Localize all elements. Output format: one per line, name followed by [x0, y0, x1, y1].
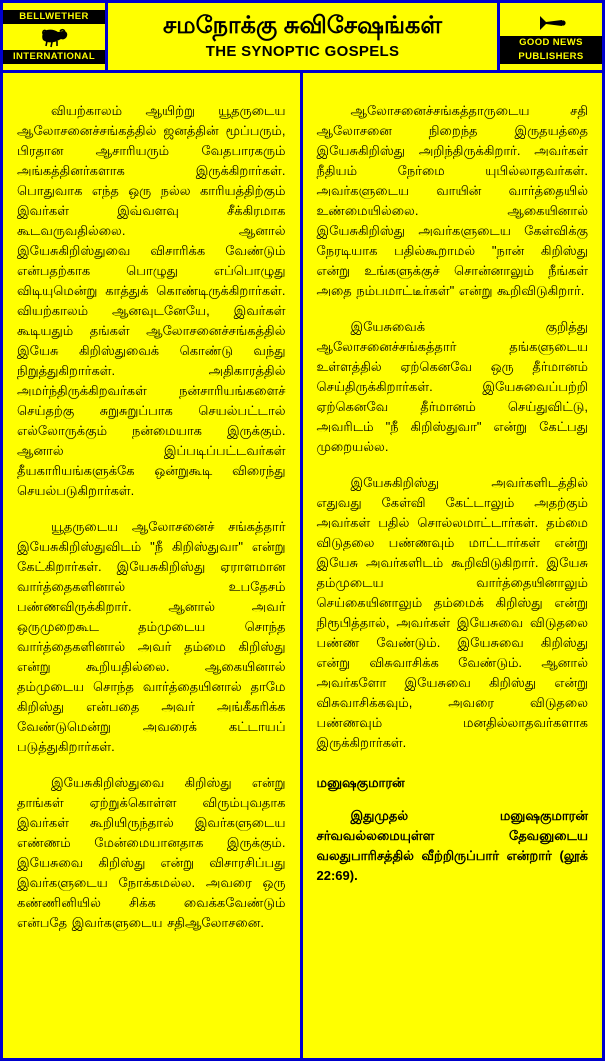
goodnews-name-banner: GOOD NEWS	[500, 36, 602, 50]
paragraph: வியற்காலம் ஆயிற்று யூதருடைய ஆலோசனைச்சங்கத்தில் ஜனத்தின் மூப்பரும், பிரதான ஆசாரியரும் வேதபாரகரும் அங்கத்தினர்களாக இருக்கிறார்கள். பொதுவாக எந்த ஒரு நல்ல காரியத்திற்கும் இவர்கள் இவ்வளவு சீக்கிரமாக கூடவருவதில்லை. ஆனால் இயேசுகிறிஸ்துவை விசாரிக்க வேண்டும் என்பதற்காக பொழுது எப்பொழுது விடியுமென்று காத்துக் கொண்டிருக்கிறார்கள். வியற்காலம் ஆனவுடனேயே, இவர்கள் கூடியதும் தங்கள் ஆலோசனைச்சங்கத்தில் இயேசு கிறிஸ்துவைக் கொண்டு வந்து நிறுத்துகிறார்கள். அதிகாரத்தில் அமர்ந்திருக்கிறவர்கள் நன்சாரியங்களைச் செய்தற்கு சுறுசுறுப்பாக செயல்பட்டால் எல்லோருக்கும் நன்மையாக இருக்கும். ஆனால் இப்படிப்பட்டவர்கள் தீயகாரியங்களுக்கே ஒன்றுகூடி விரைந்து செயல்படுகிறார்கள்.	[17, 103, 286, 498]
scripture-quote: இதுமுதல் மனுஷகுமாரன் சர்வவல்லமையுள்ள தேவனுடைய வலதுபாரிசத்தில் வீற்றிருப்பார் என்றார் (லூக் 22:69).	[316, 808, 588, 883]
paragraph: ஆலோசனைச்சங்கத்தாருடைய சதி ஆலோசனை நிறைந்த இருதயத்தை இயேசுகிறிஸ்து அறிந்திருக்கிறார். அவர்கள் நீதியம் நேர்மை யுபில்லாதவர்கள். அவர்களுடைய வாயின் வார்த்தையில் உண்மையில்லை. ஆகையினால் இயேசுகிறிஸ்து அவர்களுடைய கேள்விக்கு நேரடியாக பதில்கூறாமல் "நான் கிறிஸ்து என்று உங்களுக்குச் சொன்னாலும் நீங்கள் அதை நம்பமாட்டீர்கள்" என்று கூறிவிடுகிறார்.	[316, 103, 588, 298]
bellwether-subtitle-banner: INTERNATIONAL	[3, 50, 105, 64]
right-column	[303, 73, 603, 1058]
document-title-block	[108, 3, 497, 70]
paragraph: இயேசுவைக் குறித்து ஆலோசனைச்சங்கத்தார் தங்களுடைய உள்ளத்தில் ஏற்கெனவே ஒரு தீர்மானம் செய்திருக்கிறார்கள். இயேசுவைப்பற்றி ஏற்கெனவே தீர்மானம் செய்துவிட்டு, அவரிடம் "நீ கிறிஸ்துவா" என்று கேட்பது முறையல்ல.	[316, 319, 588, 454]
publisher-logo-right	[497, 3, 602, 70]
trumpet-icon	[536, 11, 566, 35]
bellwether-name-banner: BELLWETHER	[3, 10, 105, 24]
paragraph: இயேசுகிறிஸ்து அவர்களிடத்தில் எதுவது கேள்வி கேட்டாலும் அதற்கும் அவர்கள் பதில் சொல்லமாட்டார்கள். தம்மை விடுதலை பண்ணவும் மாட்டார்கள் என்று இயேசு அவர்களிடம் கூறிவிடுகிறார். இயேசு தம்முடைய வார்த்தையினாலும் செய்கையினாலும் தம்மைக் கிறிஸ்து என்று நிரூபித்தால், அவர்கள் இயேசுவை விடுதலை பண்ண வேண்டும். இயேசுவை கிறிஸ்து என்று விசுவாசிக்க வேண்டும். ஆனால் அவர்களோ இயேசுவை கிறிஸ்து என்று விசுவாசிக்கவும், அவரை விடுதலை பண்ணவும் மனதில்லாதவர்களாக இருக்கிறார்கள்.	[316, 475, 588, 750]
document-header	[3, 3, 602, 73]
left-column	[3, 73, 303, 1058]
article-columns	[3, 73, 602, 1058]
ram-icon	[37, 25, 71, 49]
paragraph: இயேசுகிறிஸ்துவை கிறிஸ்து என்று தாங்கள் ஏற்றுக்கொள்ள விரும்புவதாக இவர்கள் கூறியிருந்தால் இவர்களுடைய எண்ணம் மேன்மையானதாக இருக்கும். இயேசுவை கிறிஸ்து என்று விசாரசிப்பது இவர்களுடைய நோக்கமல்ல. அவரை ஒரு கண்ணினியில் சிக்க வைக்கவேண்டும் என்பதே இவர்களுடைய சதிஆலோசனை.	[17, 775, 286, 930]
publisher-logo-left	[3, 3, 108, 70]
section-heading: மனுஷகுமாரன்	[316, 775, 405, 790]
paragraph: யூதருடைய ஆலோசனைச் சங்கத்தார் இயேசுகிறிஸ்துவிடம் "நீ கிறிஸ்துவா" என்று கேட்கிறார்கள். இயேசுகிறிஸ்து ஏராளமான வார்த்தைகளினால் உபதேசம் பண்ணவிருக்கிறார். ஆனால் அவர் ஒருமுறைகூட தம்முடைய சொந்த வார்த்தைகளினால் அவர் தம்மை கிறிஸ்து என்று கூறியதில்லை. ஆகையினால் தம்முடைய சொந்த வார்த்தையினால் தாமே கிறிஸ்து என்பதை அவர் அங்கீகரிக்க வேண்டுமென்று அவரைக் கட்டாயப் படுத்துகிறார்கள்.	[17, 519, 286, 754]
title-english: THE SYNOPTIC GOSPELS	[205, 43, 400, 60]
goodnews-subtitle-banner: PUBLISHERS	[500, 50, 602, 64]
title-tamil: சமநோக்கு சுவிசேஷங்கள்	[163, 12, 442, 39]
